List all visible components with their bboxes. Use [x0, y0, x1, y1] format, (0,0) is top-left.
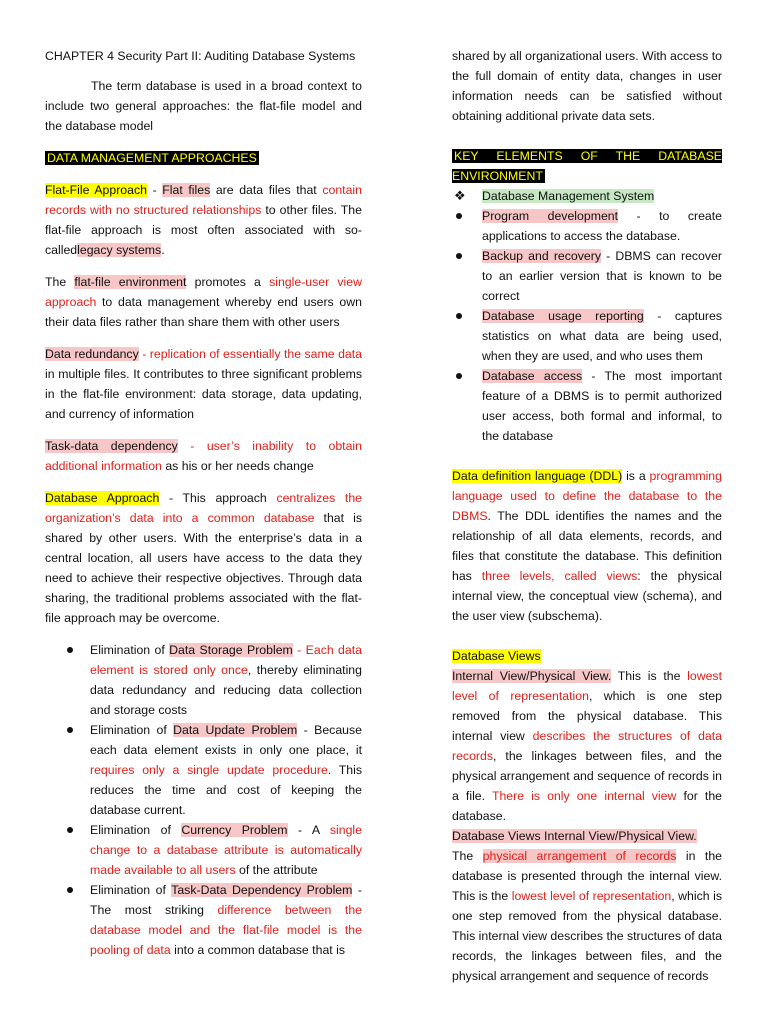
database-approach-paragraph: Database Approach - This approach centralizes the organization’s data into a common database that is shared by other users. With the enterprise’s data in a central location, all users have access to the data they need to achieve their respective objectives. Through data sharing, the traditional problems associated with the flat-file approach may be overcome.	[45, 491, 362, 625]
database-views-heading: Database Views	[452, 649, 541, 663]
list-item: Elimination of Data Update Problem - Because each data element exists in only one place, it requires only a single update procedure. This reduces the time and cost of keeping the database current.	[45, 720, 362, 820]
database-views-internal-heading: Database Views Internal View/Physical View.	[452, 829, 697, 843]
section-heading-data-management: DATA MANAGEMENT APPROACHES	[47, 151, 257, 165]
elimination-list	[45, 640, 362, 960]
list-item-dbms: ❖ Database Management System	[452, 186, 722, 206]
data-redundancy-paragraph: Data redundancy - replication of essentially the same data in multiple files. It contributes to three significant problems in the flat-file environment: data storage, data updating, and currency of information	[45, 347, 363, 421]
key-elements-list	[452, 186, 722, 446]
intro-paragraph: The term database is used in a broad context to include two general approaches: the flat-file model and the database model	[45, 79, 362, 133]
continued-paragraph: shared by all organizational users. With access to the full domain of entity data, changes in user information needs can be satisfied without obtaining additional private data sets.	[452, 49, 722, 123]
right-column	[452, 0, 722, 986]
left-column	[45, 0, 362, 960]
list-item: Elimination of Currency Problem - A single change to a database attribute is automatically made available to all users of the attribute	[45, 820, 362, 880]
chapter-title: CHAPTER 4 Security Part II: Auditing Database Systems	[45, 49, 356, 63]
flat-file-paragraph: Flat-File Approach - Flat files are data files that contain records with no structured relationships to other files. The flat-file approach is most often associated with so-calledlegacy systems.	[45, 183, 362, 257]
internal-view-paragraph: Internal View/Physical View. This is the lowest level of representation, which is one step removed from the physical database. This internal view describes the structures of data records, the linkages between files, and the physical arrangement and sequence of records in a file. There is only one internal view for the database.	[452, 669, 723, 823]
list-item: Database access - The most important feature of a DBMS is to permit authorized user access, both formal and informal, to the database	[452, 366, 722, 446]
list-item: Backup and recovery - DBMS can recover to an earlier version that is known to be correct	[452, 246, 722, 306]
task-data-dependency-paragraph: Task-data dependency - user’s inability to obtain additional information as his or her needs change	[45, 439, 363, 473]
section-heading-key-elements: KEY ELEMENTS OF THE DATABASE ENVIRONMENT	[452, 149, 722, 183]
ddl-paragraph: Data definition language (DDL) is a programming language used to define the database to the DBMS. The DDL identifies the names and the relationship of all data elements, records, and files that constitute the database. This definition has three levels, called views: the physical internal view, the conceptual view (schema), and the user view (subschema).	[452, 469, 723, 623]
flat-file-environment-paragraph: The flat-file environment promotes a single-user view approach to data management whereby end users own their data files rather than share them with other users	[45, 275, 362, 329]
list-item: Elimination of Data Storage Problem - Each data element is stored only once, thereby eliminating data redundancy and reducing data collection and storage costs	[45, 640, 362, 720]
list-item: Elimination of Task-Data Dependency Problem - The most striking difference between the database model and the flat-file model is the pooling of data into a common database that is	[45, 880, 362, 960]
list-item: Program development - to create applications to access the database.	[452, 206, 722, 246]
diamond-bullet-icon: ❖	[454, 188, 466, 203]
list-item: Database usage reporting - captures statistics on what data are being used, when they are used, and who uses them	[452, 306, 722, 366]
database-views-internal-paragraph: The physical arrangement of records in the database is presented through the internal view. This is the lowest level of representation, which is one step removed from the physical database. This internal view describes the structures of data records, the linkages between files, and the physical arrangement and sequence of records	[452, 849, 723, 983]
